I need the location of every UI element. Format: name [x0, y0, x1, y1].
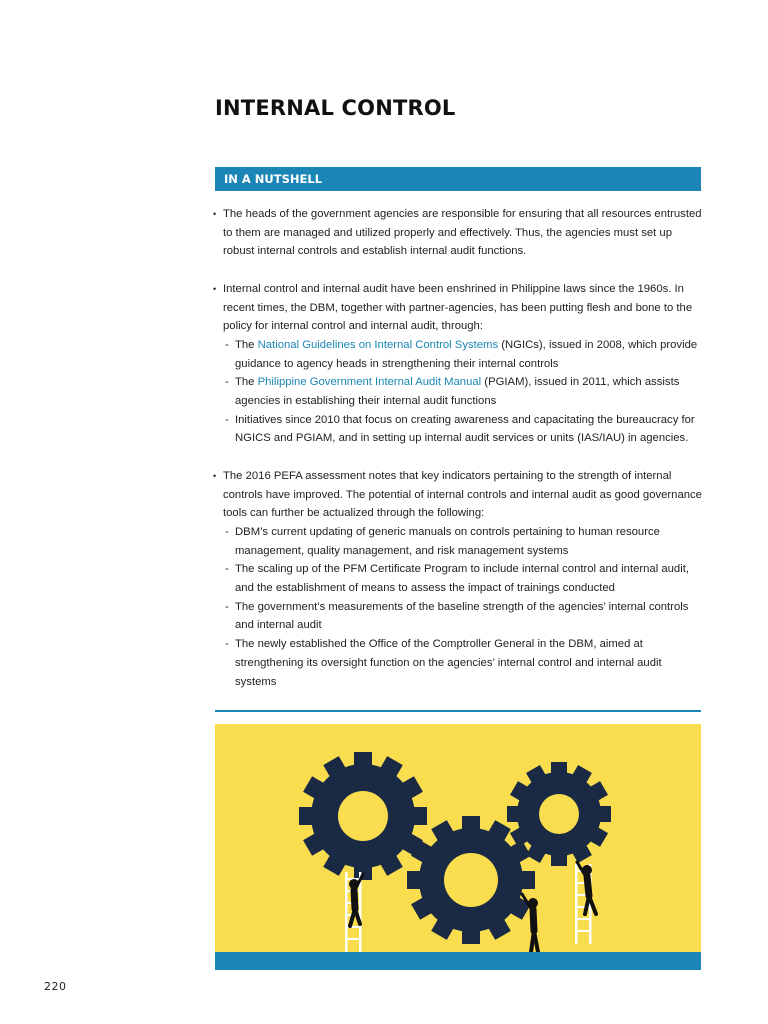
page-title: INTERNAL CONTROL: [215, 96, 456, 120]
sub-item: - The government’s measurements of the baseline strength of the agencies’ internal controls and internal audit: [223, 598, 703, 635]
sub-item: - The newly established the Office of the Comptroller General in the DBM, aimed at strengthening its oversight function on the agencies’ internal control and internal audit systems: [223, 635, 703, 691]
sub-item: [223, 336, 703, 373]
bullet-item: [213, 205, 703, 261]
sub-list: [223, 336, 703, 448]
sub-item: [223, 373, 703, 410]
bullet-item: [213, 280, 703, 448]
section-header-label: IN A NUTSHELL: [224, 172, 323, 186]
sub-item-text: (PGIAM), issued in 2011, which assists agencies in establishing their internal audit functions: [235, 376, 680, 408]
bullet-text: • The heads of the government agencies are responsible for ensuring that all resources entrusted to them are managed and utilized properly and effectively. Thus, the agencies must set up robust internal controls and establish internal audit functions.: [223, 208, 702, 258]
ngics-link[interactable]: National Guidelines on Internal Control Systems: [257, 338, 499, 351]
illustration-footer-bar: [215, 952, 701, 970]
sub-item: - DBM’s current updating of generic manuals on controls pertaining to human resource management, quality management, and risk management systems: [223, 523, 703, 560]
sub-item-text: The: [235, 338, 258, 351]
gears-illustration: [215, 724, 701, 970]
gears-people-illustration: [215, 724, 701, 970]
bullet-text: • The 2016 PEFA assessment notes that key indicators pertaining to the strength of internal controls have improved. The potential of internal controls and internal audit as good governance tools can further be actualized through the following:: [223, 469, 702, 520]
nutshell-content: [213, 205, 703, 710]
sub-item-text: The: [235, 376, 258, 389]
sub-item: - The scaling up of the PFM Certificate Program to include internal control and internal audit, and the establishment of means to assess the impact of trainings conducted: [223, 560, 703, 597]
bullet-text: • Internal control and internal audit have been enshrined in Philippine laws since the 1960s. In recent times, the DBM, together with partner-agencies, has been putting flesh and bone to the policy for internal control and internal audit, through:: [223, 282, 693, 333]
section-divider: [215, 710, 701, 712]
page-number: 220: [44, 980, 67, 993]
bullet-item: [213, 467, 703, 691]
gear-icon: [299, 752, 427, 880]
sub-item-text: (NGICs), issued in 2008, which provide guidance to agency heads in strengthening their internal controls: [235, 338, 698, 370]
pgiam-link[interactable]: Philippine Government Internal Audit Manual: [257, 376, 482, 389]
sub-list: [223, 523, 703, 691]
section-header-bar: [215, 167, 701, 191]
sub-item: - Initiatives since 2010 that focus on creating awareness and capacitating the bureaucracy for NGICS and PGIAM, and in setting up internal audit services or units (IAS/IAU) in agencies.: [223, 411, 703, 448]
